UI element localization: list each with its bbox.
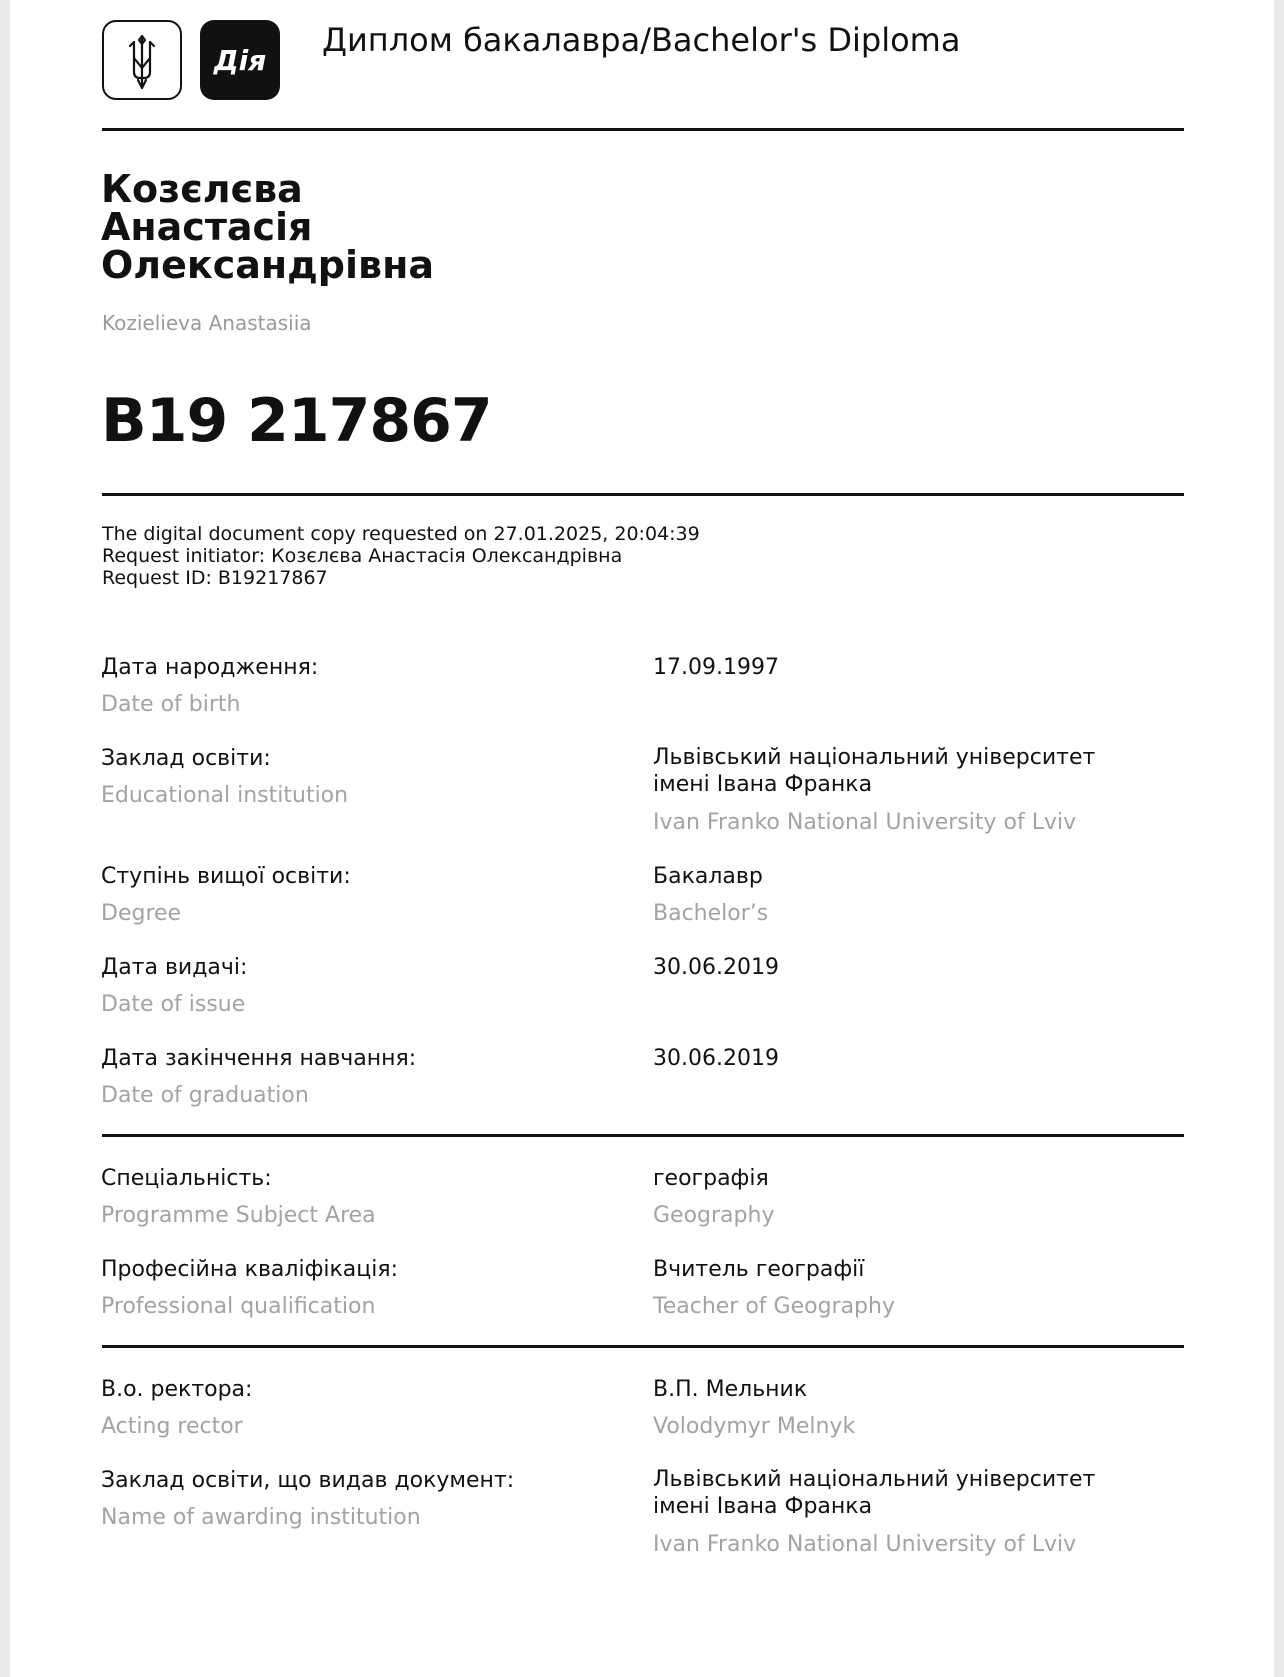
request-date-line: The digital document copy requested on 27.01.2025, 20:04:39 xyxy=(102,523,700,545)
request-info xyxy=(102,523,700,589)
field-value-en-rector: Volodymyr Melnyk xyxy=(653,1414,856,1439)
field-value-birth-date: 17.09.1997 xyxy=(653,655,779,680)
divider xyxy=(102,128,1184,131)
field-label-en-specialty: Programme Subject Area xyxy=(101,1203,376,1228)
field-label-en-graduation-date: Date of graduation xyxy=(101,1083,309,1108)
field-label-qualification: Професійна кваліфікація: xyxy=(101,1257,399,1282)
field-value-en-specialty: Geography xyxy=(653,1203,775,1228)
diia-logo-text: Дія xyxy=(213,44,267,77)
field-value-en-degree: Bachelor’s xyxy=(653,901,769,926)
field-value-qualification: Вчитель географії xyxy=(653,1257,865,1282)
field-value-en-institution: Ivan Franko National University of Lviv xyxy=(653,810,1077,835)
document-number: B19 217867 xyxy=(101,386,492,456)
field-value-specialty: географія xyxy=(653,1166,769,1191)
holder-patronymic: Олександрівна xyxy=(101,243,434,287)
divider xyxy=(102,493,1184,496)
field-value-graduation-date: 30.06.2019 xyxy=(653,1046,779,1071)
field-label-en-degree: Degree xyxy=(101,901,182,926)
field-value-rector: В.П. Мельник xyxy=(653,1377,808,1402)
field-value-en-awarding-institution: Ivan Franko National University of Lviv xyxy=(653,1532,1077,1557)
divider xyxy=(102,1134,1184,1137)
institution-line-2: імені Івана Франка xyxy=(653,772,873,797)
diploma-document xyxy=(10,0,1274,1677)
trident-icon xyxy=(102,20,182,100)
request-id-line: Request ID: B19217867 xyxy=(102,567,328,589)
holder-name-latin: Kozielieva Anastasiia xyxy=(102,311,312,335)
awarding-institution-line-2: імені Івана Франка xyxy=(653,1494,873,1519)
field-label-en-institution: Educational institution xyxy=(101,783,349,808)
field-label-en-issue-date: Date of issue xyxy=(101,992,246,1017)
field-label-en-awarding-institution: Name of awarding institution xyxy=(101,1505,421,1530)
field-label-degree: Ступінь вищої освіти: xyxy=(101,864,351,889)
document-title: Диплом бакалавра/Bachelor's Diploma xyxy=(322,21,961,59)
request-initiator-line: Request initiator: Козєлєва Анастасія Олександрівна xyxy=(102,545,623,567)
diia-app-logo xyxy=(200,20,280,100)
field-label-rector: В.о. ректора: xyxy=(101,1377,253,1402)
field-label-institution: Заклад освіти: xyxy=(101,746,271,771)
field-label-en-rector: Acting rector xyxy=(101,1414,243,1439)
field-value-en-qualification: Teacher of Geography xyxy=(653,1294,895,1319)
field-label-graduation-date: Дата закінчення навчання: xyxy=(101,1046,417,1071)
field-value-degree: Бакалавр xyxy=(653,864,763,889)
field-value-issue-date: 30.06.2019 xyxy=(653,955,779,980)
field-label-awarding-institution: Заклад освіти, що видав документ: xyxy=(101,1468,515,1493)
field-label-en-qualification: Professional qualification xyxy=(101,1294,376,1319)
holder-name xyxy=(101,167,434,287)
field-label-birth-date: Дата народження: xyxy=(101,655,319,680)
field-value-awarding-institution xyxy=(653,1466,1095,1520)
holder-surname: Козєлєва xyxy=(101,167,303,211)
holder-given-name: Анастасія xyxy=(101,205,313,249)
field-value-institution xyxy=(653,744,1095,798)
field-label-issue-date: Дата видачі: xyxy=(101,955,248,980)
field-label-en-birth-date: Date of birth xyxy=(101,692,241,717)
awarding-institution-line-1: Львівський національний університет xyxy=(653,1467,1096,1492)
field-label-specialty: Спеціальність: xyxy=(101,1166,272,1191)
institution-line-1: Львівський національний університет xyxy=(653,745,1096,770)
divider xyxy=(102,1345,1184,1348)
